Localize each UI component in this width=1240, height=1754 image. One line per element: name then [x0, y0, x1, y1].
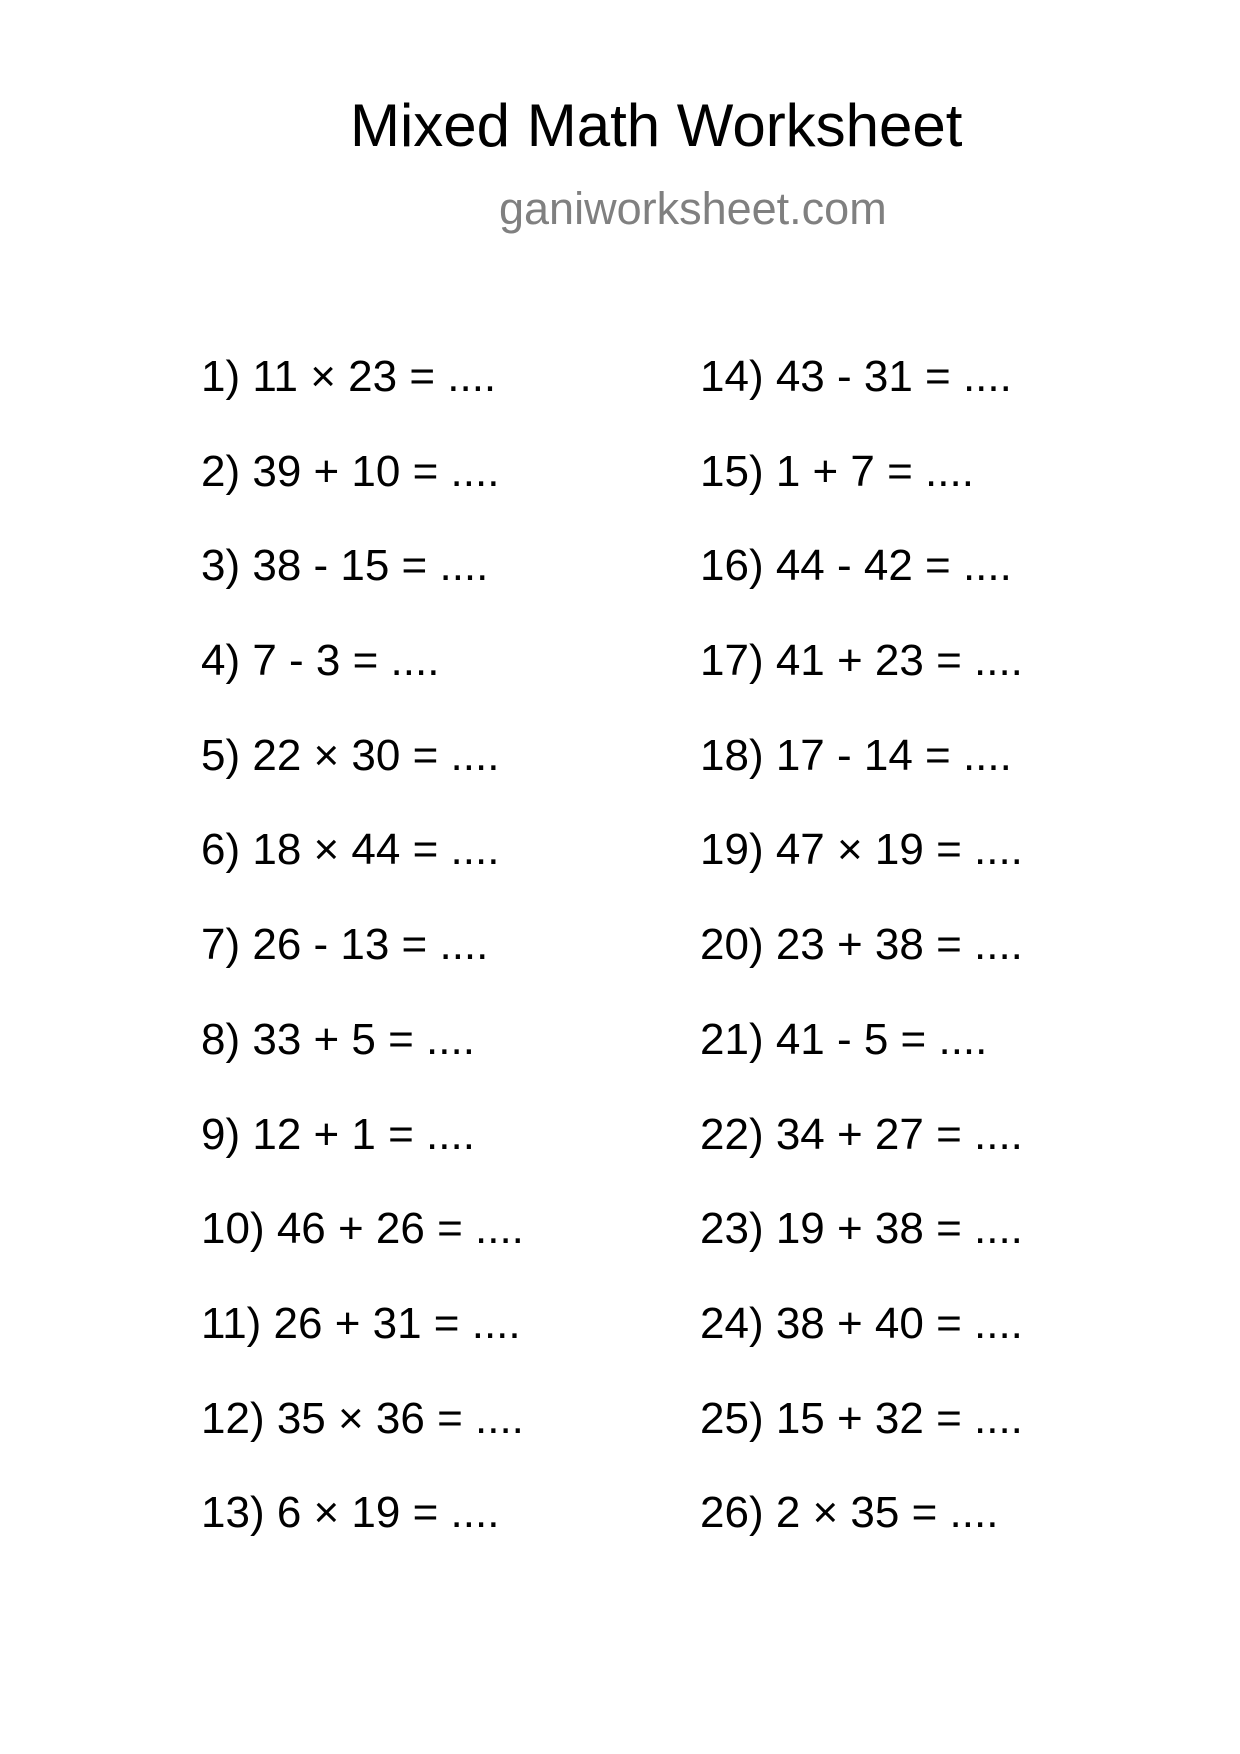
problem-item: 16) 44 - 42 = ....: [700, 541, 1012, 591]
problem-item: 18) 17 - 14 = ....: [700, 730, 1012, 780]
site-name: ganiworksheet.com: [499, 183, 887, 234]
problem-item: 26) 2 × 35 = ....: [700, 1488, 999, 1538]
problem-item: 6) 18 × 44 = ....: [201, 825, 500, 875]
problem-item: 21) 41 - 5 = ....: [700, 1014, 988, 1064]
problem-item: 13) 6 × 19 = ....: [201, 1488, 500, 1538]
problem-item: 20) 23 + 38 = ....: [700, 920, 1023, 970]
problem-item: 5) 22 × 30 = ....: [201, 730, 500, 780]
problem-item: 17) 41 + 23 = ....: [700, 636, 1023, 686]
problem-item: 11) 26 + 31 = ....: [201, 1298, 521, 1348]
problems-right-column: [700, 352, 1023, 1583]
problem-item: 22) 34 + 27 = ....: [700, 1109, 1023, 1159]
problem-item: 15) 1 + 7 = ....: [700, 446, 974, 496]
problem-item: 23) 19 + 38 = ....: [700, 1204, 1023, 1254]
problem-item: 25) 15 + 32 = ....: [700, 1393, 1023, 1443]
problems-left-column: [201, 352, 524, 1583]
problem-item: 1) 11 × 23 = ....: [201, 352, 497, 401]
problem-item: 3) 38 - 15 = ....: [201, 541, 489, 591]
problem-item: 14) 43 - 31 = ....: [700, 352, 1012, 401]
problem-item: 24) 38 + 40 = ....: [700, 1298, 1023, 1348]
problem-item: 12) 35 × 36 = ....: [201, 1393, 524, 1443]
problem-item: 7) 26 - 13 = ....: [201, 920, 489, 970]
problem-item: 19) 47 × 19 = ....: [700, 825, 1023, 875]
problem-item: 2) 39 + 10 = ....: [201, 446, 500, 496]
problem-item: 8) 33 + 5 = ....: [201, 1014, 475, 1064]
page-title: Mixed Math Worksheet: [350, 92, 963, 159]
problem-item: 9) 12 + 1 = ....: [201, 1109, 475, 1159]
problem-item: 4) 7 - 3 = ....: [201, 636, 440, 686]
problem-item: 10) 46 + 26 = ....: [201, 1204, 524, 1254]
